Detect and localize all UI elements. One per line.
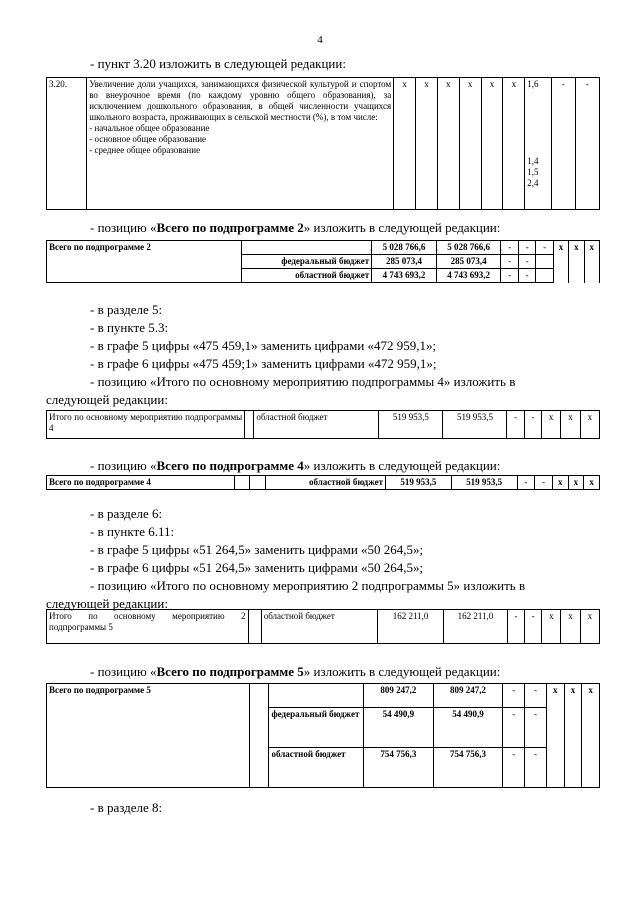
s5-line5a: - позицию «Итого по основному мероприятию подпрограммы 4» изложить в bbox=[90, 374, 516, 389]
sub5-fed-label: федеральный бюджет bbox=[269, 708, 364, 748]
table-cell: 809 247,2 bbox=[433, 684, 503, 708]
cell-dash: - bbox=[575, 78, 599, 210]
s5-line3: - в графе 5 цифры «475 459,1» заменить цифрами «472 959,1»; bbox=[90, 338, 437, 353]
sub-value-2: 1,5 bbox=[527, 167, 539, 177]
sub2-total1: 5 028 766,6 bbox=[372, 241, 437, 255]
itogo4-name: Итого по основному мероприятию подпрограммы 4 bbox=[47, 411, 245, 439]
empty-cell bbox=[250, 476, 266, 490]
sub-value-1: 1,4 bbox=[527, 156, 539, 166]
table-cell: х bbox=[582, 684, 600, 788]
table-cell: - bbox=[524, 411, 541, 439]
table-itogo5 bbox=[46, 609, 600, 644]
empty-cell bbox=[536, 255, 553, 269]
table-cell: - bbox=[503, 708, 525, 748]
table-cell: - bbox=[536, 241, 553, 255]
table-cell: - bbox=[518, 269, 535, 283]
value-column bbox=[525, 78, 551, 210]
empty-cell bbox=[245, 411, 254, 439]
table-cell: 4 743 693,2 bbox=[372, 269, 437, 283]
sub4-title: Всего по подпрограмме 4 bbox=[156, 458, 304, 473]
table-cell: 519 953,5 bbox=[379, 411, 443, 439]
total-value: 1,6 bbox=[527, 79, 539, 89]
text-fragment: » изложить в следующей редакции: bbox=[303, 458, 501, 473]
s6-line2: - в пункте 6.11: bbox=[90, 524, 175, 539]
table-cell: 162 211,0 bbox=[378, 610, 444, 644]
empty-cell bbox=[248, 610, 261, 644]
table-cell: - bbox=[525, 610, 542, 644]
table-row-3-20 bbox=[46, 77, 600, 210]
sub4-budget: областной бюджет bbox=[266, 476, 386, 490]
table-cell: х bbox=[584, 241, 599, 283]
cell-x: х bbox=[503, 78, 525, 210]
table-cell: 4 743 693,2 bbox=[436, 269, 501, 283]
cell-x: х bbox=[416, 78, 438, 210]
table-cell: 754 756,3 bbox=[364, 748, 434, 788]
s6-line1: - в разделе 6: bbox=[90, 506, 163, 521]
table-cell: 162 211,0 bbox=[444, 610, 508, 644]
sub-value-3: 2,4 bbox=[527, 178, 539, 188]
cell-x: х bbox=[459, 78, 481, 210]
table-cell: 285 073,4 bbox=[436, 255, 501, 269]
table-cell: х bbox=[569, 241, 584, 283]
table-cell: - bbox=[525, 748, 547, 788]
empty-cell bbox=[241, 241, 371, 255]
table-cell: - bbox=[503, 684, 525, 708]
sub2-name: Всего по подпрограмме 2 bbox=[47, 241, 242, 283]
s5-line1: - в разделе 5: bbox=[90, 302, 163, 317]
table-cell: х bbox=[542, 411, 561, 439]
table-cell: х bbox=[561, 411, 580, 439]
table-cell: х bbox=[564, 684, 582, 788]
table-cell: 54 490,9 bbox=[364, 708, 434, 748]
text-fragment: » изложить в следующей редакции: bbox=[303, 664, 501, 679]
sub5-title: Всего по подпрограмме 5 bbox=[156, 664, 304, 679]
table-cell: 519 953,5 bbox=[386, 476, 452, 490]
table-sub5 bbox=[46, 683, 600, 788]
itogo5-budget: областной бюджет bbox=[261, 610, 377, 644]
table-cell: - bbox=[507, 411, 524, 439]
empty-cell bbox=[234, 476, 250, 490]
table-cell: - bbox=[525, 708, 547, 748]
table-cell: - bbox=[535, 476, 553, 490]
table-cell: - bbox=[503, 748, 525, 788]
table-cell: 809 247,2 bbox=[364, 684, 434, 708]
sub-label-1: - начальное общее образование bbox=[89, 123, 210, 133]
table-cell: 519 953,5 bbox=[443, 411, 507, 439]
table-cell: х bbox=[580, 411, 599, 439]
empty-cell bbox=[269, 684, 364, 708]
s8-line1: - в разделе 8: bbox=[90, 800, 163, 815]
s5-line2: - в пункте 5.3: bbox=[90, 320, 169, 335]
row-text: Увеличение доли учащихся, занимающихся физической культурой и спортом во внеурочное время (по каждому уровню общего образования), за исключением дошкольного образования, в общей численности учащихся школьного возраста, проживающих в сельской местности (%), в том числе: bbox=[89, 79, 392, 122]
table-sub4 bbox=[46, 475, 600, 490]
s5-line4: - в графе 6 цифры «475 459;1» заменить цифрами «472 959,1»; bbox=[90, 356, 437, 371]
text-fragment: » изложить в следующей редакции: bbox=[303, 220, 501, 235]
table-cell: 54 490,9 bbox=[433, 708, 503, 748]
table-cell: х bbox=[542, 610, 561, 644]
empty-cell bbox=[536, 269, 553, 283]
s6-line3: - в графе 5 цифры «51 264,5» заменить цифрами «50 264,5»; bbox=[90, 542, 424, 557]
sub5-intro bbox=[90, 664, 500, 680]
table-cell: - bbox=[501, 241, 518, 255]
sub4-name: Всего по подпрограмме 4 bbox=[47, 476, 235, 490]
table-cell: х bbox=[561, 610, 580, 644]
sub2-reg-label: областной бюджет bbox=[241, 269, 371, 283]
table-cell: - bbox=[518, 255, 535, 269]
cell-x: х bbox=[394, 78, 416, 210]
table-cell: х bbox=[553, 241, 568, 283]
table-cell: х bbox=[584, 476, 600, 490]
sub2-fed-label: федеральный бюджет bbox=[241, 255, 371, 269]
s5-line5b: следующей редакции: bbox=[46, 392, 168, 407]
table-cell: х bbox=[552, 476, 568, 490]
s6-line5b: следующей редакции: bbox=[46, 596, 168, 611]
page-number: 4 bbox=[317, 34, 323, 46]
table-cell: - bbox=[518, 241, 535, 255]
table-sub2 bbox=[46, 240, 600, 283]
table-itogo4 bbox=[46, 410, 600, 439]
sub5-reg-label: областной бюджет bbox=[269, 748, 364, 788]
s6-line4: - в графе 6 цифры «51 264,5» заменить цифрами «50 264,5»; bbox=[90, 560, 424, 575]
cell-x: х bbox=[437, 78, 459, 210]
row-number: 3.20. bbox=[47, 78, 87, 210]
table-cell: - bbox=[501, 255, 518, 269]
table-cell: 285 073,4 bbox=[372, 255, 437, 269]
cell-x: х bbox=[481, 78, 503, 210]
table-cell: 754 756,3 bbox=[433, 748, 503, 788]
text-fragment: - позицию « bbox=[90, 220, 157, 235]
text-fragment: - позицию « bbox=[90, 664, 157, 679]
table-cell: - bbox=[517, 476, 535, 490]
sub5-name: Всего по подпрограмме 5 bbox=[47, 684, 250, 788]
cell-dash: - bbox=[551, 78, 575, 210]
table-cell: - bbox=[507, 610, 524, 644]
sub2-title: Всего по подпрограмме 2 bbox=[156, 220, 304, 235]
itogo5-name: Итого по основному мероприятию 2 подпрограммы 5 bbox=[47, 610, 249, 644]
table-cell: 519 953,5 bbox=[451, 476, 517, 490]
table-cell: х bbox=[546, 684, 564, 788]
sub-label-2: - основное общее образование bbox=[89, 134, 207, 144]
table-cell: х bbox=[580, 610, 599, 644]
text-fragment: - позицию « bbox=[90, 458, 157, 473]
row-description bbox=[87, 78, 394, 210]
s6-line5a: - позицию «Итого по основному мероприятию 2 подпрограммы 5» изложить в bbox=[90, 578, 526, 593]
sub4-intro bbox=[90, 458, 500, 474]
p320-intro: - пункт 3.20 изложить в следующей редакции: bbox=[90, 56, 346, 71]
table-cell: - bbox=[525, 684, 547, 708]
empty-cell bbox=[249, 684, 269, 788]
sub-label-3: - среднее общее образование bbox=[89, 145, 201, 155]
itogo4-budget: областной бюджет bbox=[254, 411, 379, 439]
sub2-intro bbox=[90, 220, 500, 236]
table-cell: х bbox=[568, 476, 584, 490]
table-cell: - bbox=[501, 269, 518, 283]
sub2-total2: 5 028 766,6 bbox=[436, 241, 501, 255]
